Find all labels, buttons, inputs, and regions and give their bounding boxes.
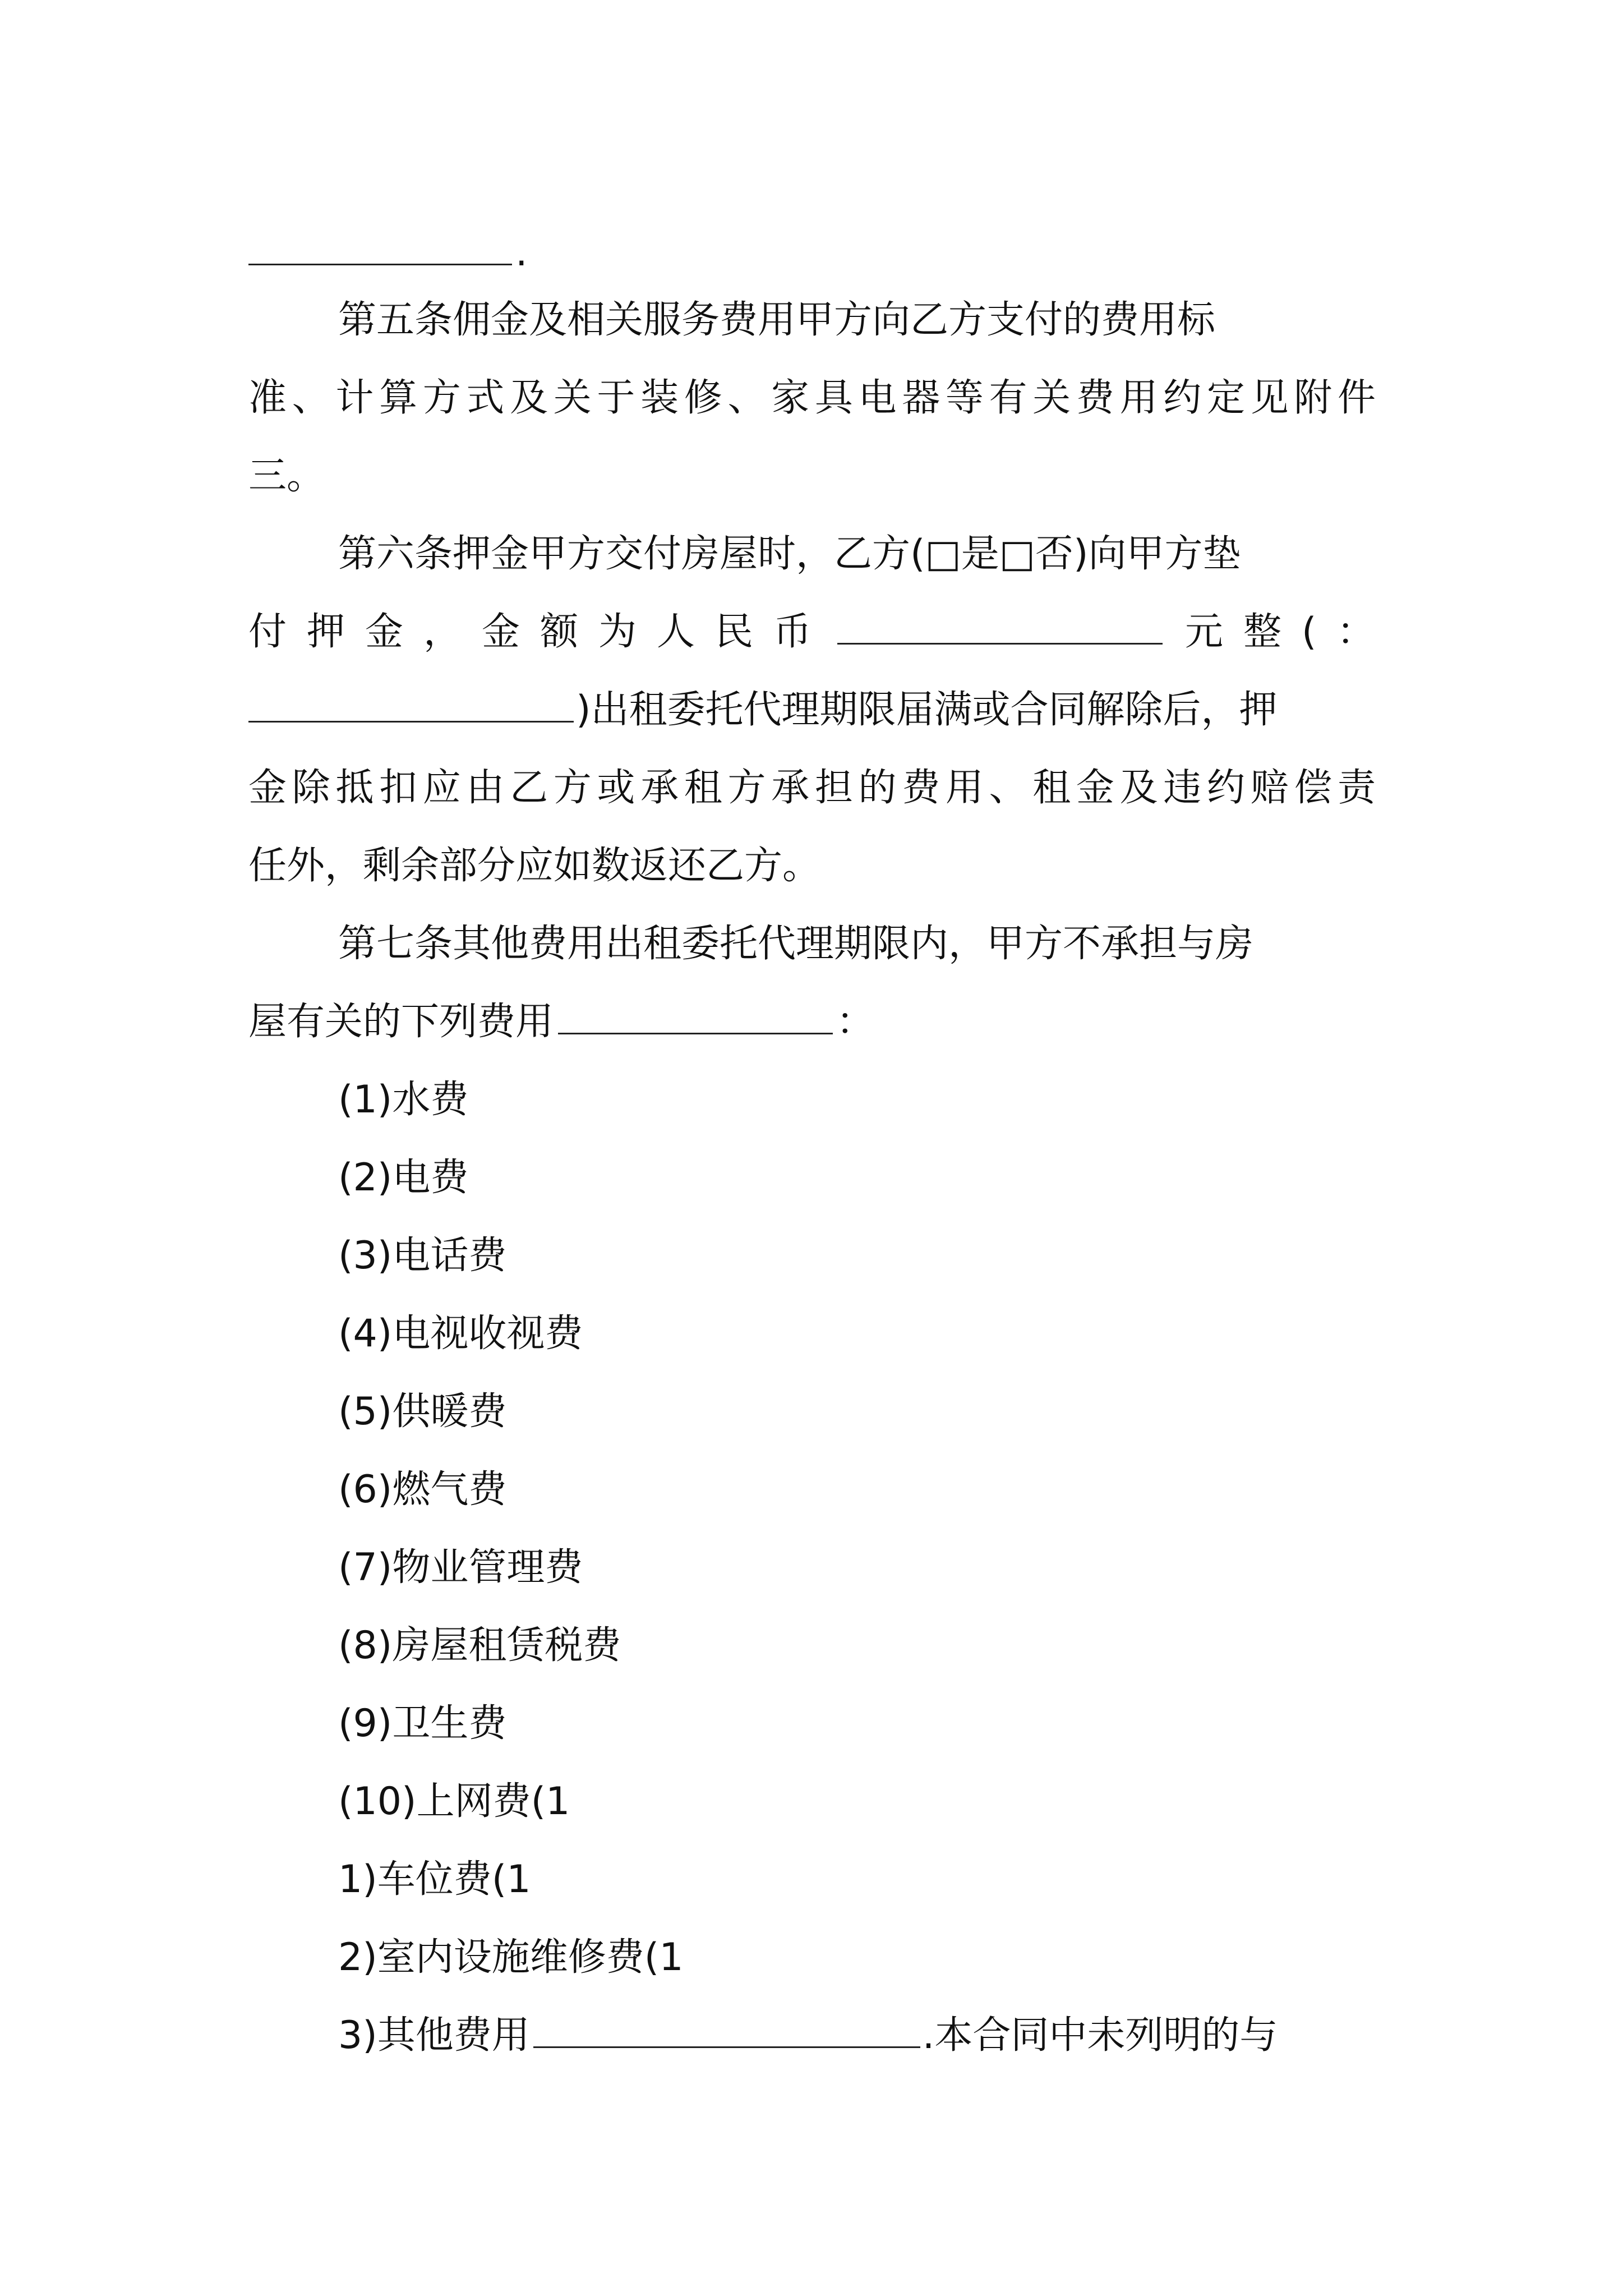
list-item: (10)上网费(1 [338,1779,570,1824]
list-item: (2)电费 [338,1156,469,1200]
list-item: 1)车位费(1 [338,1857,531,1902]
article7-line2 [248,988,874,1056]
article6-line4: 金除抵扣应由乙方或承租方承担的费用、租金及违约赔偿责 [248,766,1376,810]
article5-line3: 三。 [248,454,325,498]
article5-line1: 第五条佣金及相关服务费用甲方向乙方支付的费用标 [338,298,1216,342]
list-item: (8)房屋租赁税费 [338,1623,621,1668]
article6-line3 [248,677,1278,744]
list-item: (5)供暖费 [338,1389,507,1434]
article6-line2-b: 元整(： [1185,610,1395,654]
article7-line2-a: 屋有关的下列费用 [248,1000,554,1044]
article7-line1: 第七条其他费用出租委托代理期限内，甲方不承担与房 [338,922,1254,966]
deposit-amount-words-blank [248,687,574,723]
article6-line2 [248,599,1395,666]
deposit-amount-blank [837,609,1163,645]
other-fees-blank [533,2013,920,2048]
article6-line2-a: 付押金，金额为人民币 [248,610,832,654]
article5-line2: 准、计算方式及关于装修、家具电器等有关费用约定见附件 [248,376,1376,420]
list-item: (7)物业管理费 [338,1545,583,1590]
article6-line3-text: )出租委托代理期限届满或合同解除后，押 [576,688,1278,732]
fragment-tail: . [515,231,528,275]
list-item: (4)电视收视费 [338,1312,583,1356]
list-item: (1)水费 [338,1078,469,1122]
article6-line5: 任外，剩余部分应如数返还乙方。 [248,844,821,888]
list-item: (9)卫生费 [338,1701,507,1746]
other-fees-label: 3)其他费用 [338,2013,530,2058]
other-fees-tail: .本合同中未列明的与 [922,2013,1278,2058]
list-item-other-fees [338,2002,1278,2069]
article6-line1: 第六条押金甲方交付房屋时，乙方(□是□否)向甲方垫 [338,532,1241,576]
list-item: (6)燃气费 [338,1467,507,1512]
fill-in-blank [248,230,512,265]
list-item: (3)电话费 [338,1234,507,1278]
fees-blank [558,999,833,1034]
article7-line2-b: ： [836,1000,875,1044]
list-item: 2)室内设施维修费(1 [338,1935,684,1980]
fill-in-fragment [248,219,528,287]
document-page [248,0,1395,2296]
